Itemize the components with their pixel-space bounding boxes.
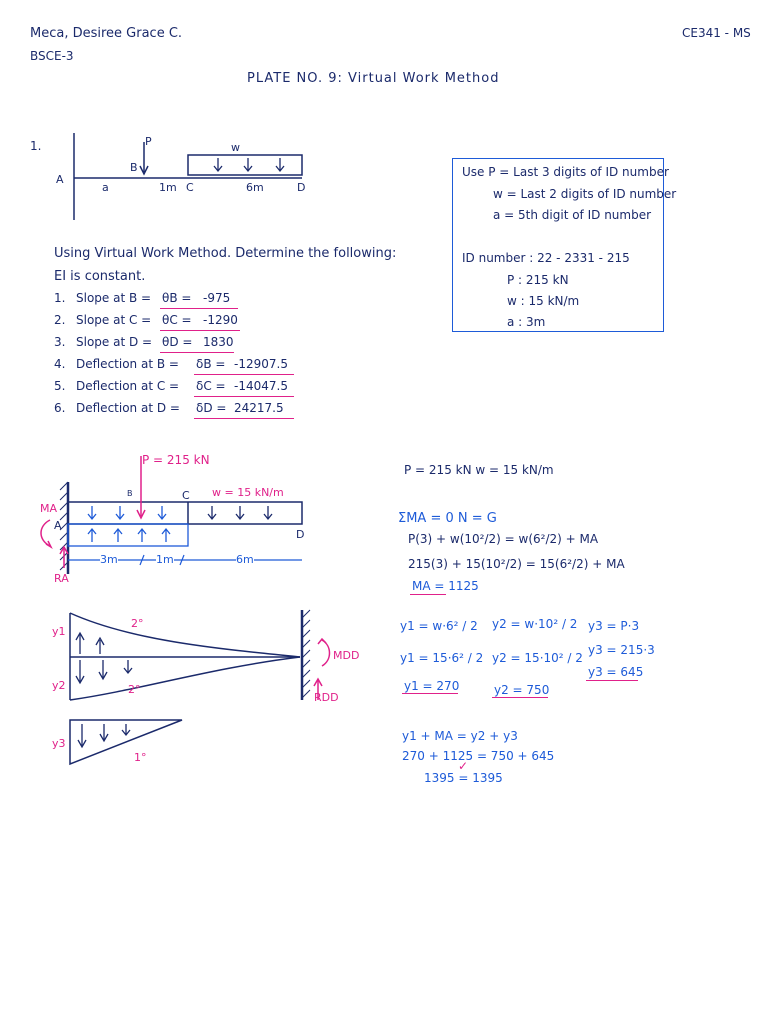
calc-y3-substitution: y3 = 215·3 [588,643,655,657]
diagram-rdd-label: RDD [314,691,339,704]
calc-y1-substitution: y1 = 15·6² / 2 [400,651,484,665]
answer-3-label: Slope at D = [76,335,153,349]
answer-4-value: -12907.5 [234,357,288,371]
calc-y1-formula: y1 = w·6² / 2 [400,619,478,633]
calc-sum-moments: ΣMA = 0 N = G [398,511,497,526]
given-line-pval: P : 215 kN [507,273,569,287]
fbd-c-label: C [182,489,190,502]
answer-1-value: -975 [203,291,231,305]
fbd-dim-1m: 1m [156,553,174,566]
answer-5-number: 5. [54,379,66,393]
answer-3-symbol: θD = [162,335,193,349]
calc-y3-formula: y3 = P·3 [588,619,640,633]
student-name: Meca, Desiree Grace C. [30,26,183,41]
student-section: BSCE-3 [30,49,74,63]
calc-y3-result: y3 = 645 [588,665,644,679]
calc-y1-result: y1 = 270 [404,679,460,693]
calc-equation-1: P(3) + w(10²/2) = w(6²/2) + MA [408,532,599,546]
label-B: B [130,161,138,174]
answer-4-label: Deflection at B = [76,357,179,371]
fbd-d-label: D [296,528,305,541]
plate-title: PLATE NO. 9: Virtual Work Method [247,71,500,86]
calc-y2-underline [492,697,548,698]
answer-1-symbol: θB = [162,291,192,305]
answer-2-value: -1290 [203,313,238,327]
answer-1-number: 1. [54,291,66,305]
given-line-aval: a : 3m [507,315,546,329]
fbd-a-label: A [54,519,62,532]
answer-5-label: Deflection at C = [76,379,180,393]
answer-2-symbol: θC = [162,313,192,327]
instructions-line1: Using Virtual Work Method. Determine the following: [54,246,397,261]
diagram-degree-top: 2° [131,617,144,630]
calc-y1-underline [402,693,458,694]
calc-check-3: 1395 = 1395 [424,771,503,785]
answer-6-label: Deflection at D = [76,401,180,415]
fbd-dim-3m: 3m [100,553,118,566]
label-D: D [297,181,306,194]
given-line-a: a = 5th digit of ID number [493,208,652,222]
answer-1-label: Slope at B = [76,291,152,305]
answer-3-value: 1830 [203,335,234,349]
calc-y2-substitution: y2 = 15·10² / 2 [492,651,583,665]
given-line-wval: w : 15 kN/m [507,294,580,308]
fbd-ma-label: MA [40,502,58,515]
given-line-p: Use P = Last 3 digits of ID number [462,165,669,179]
problem-number: 1. [30,139,42,153]
answer-6-number: 6. [54,401,66,415]
calc-check-2: 270 + 1125 = 750 + 645 [402,749,555,763]
label-a: a [102,181,109,194]
given-line-id: ID number : 22 - 2331 - 215 [462,251,630,265]
fbd-dim-6m: 6m [236,553,254,566]
answer-3-number: 3. [54,335,66,349]
calc-check-1: y1 + MA = y2 + y3 [402,729,518,743]
instructions-line2: EI is constant. [54,269,146,284]
calc-ma-underline [410,594,446,595]
diagram-y2-label: y2 [52,679,66,692]
course-code: CE341 - MS [682,26,751,40]
answer-2-number: 2. [54,313,66,327]
calc-ma-result: MA = 1125 [412,579,479,593]
answer-5-value: -14047.5 [234,379,288,393]
label-w: w [231,141,240,154]
diagram-y3-label: y3 [52,737,66,750]
fbd-w-label: w = 15 kN/m [212,486,284,499]
diagram-y1-label: y1 [52,625,66,638]
diagram-mdd-label: MDD [333,649,360,662]
answer-6-symbol: δD = [196,401,227,415]
label-A: A [56,173,64,186]
check-mark-icon: ✓ [458,759,469,773]
answer-6-value: 24217.5 [234,401,284,415]
calc-y2-formula: y2 = w·10² / 2 [492,617,578,631]
answer-5-symbol: δC = [196,379,226,393]
calc-y3-underline [586,680,638,681]
diagram-degree-bottom: 2° [128,683,141,696]
answer-2-label: Slope at C = [76,313,152,327]
calc-equation-2: 215(3) + 15(10²/2) = 15(6²/2) + MA [408,557,625,571]
calc-y2-result: y2 = 750 [494,683,550,697]
label-6m: 6m [246,181,264,194]
label-P: P [145,135,152,148]
label-1m: 1m [159,181,177,194]
fbd-b-label: B [127,489,133,498]
calc-given: P = 215 kN w = 15 kN/m [404,463,554,477]
fbd-p-label: P = 215 kN [142,453,210,467]
label-C: C [186,181,194,194]
answer-4-symbol: δB = [196,357,226,371]
answer-4-number: 4. [54,357,66,371]
diagram-degree-triangle: 1° [134,751,147,764]
given-line-w: w = Last 2 digits of ID number [493,187,677,201]
fbd-ra-label: RA [54,572,69,585]
